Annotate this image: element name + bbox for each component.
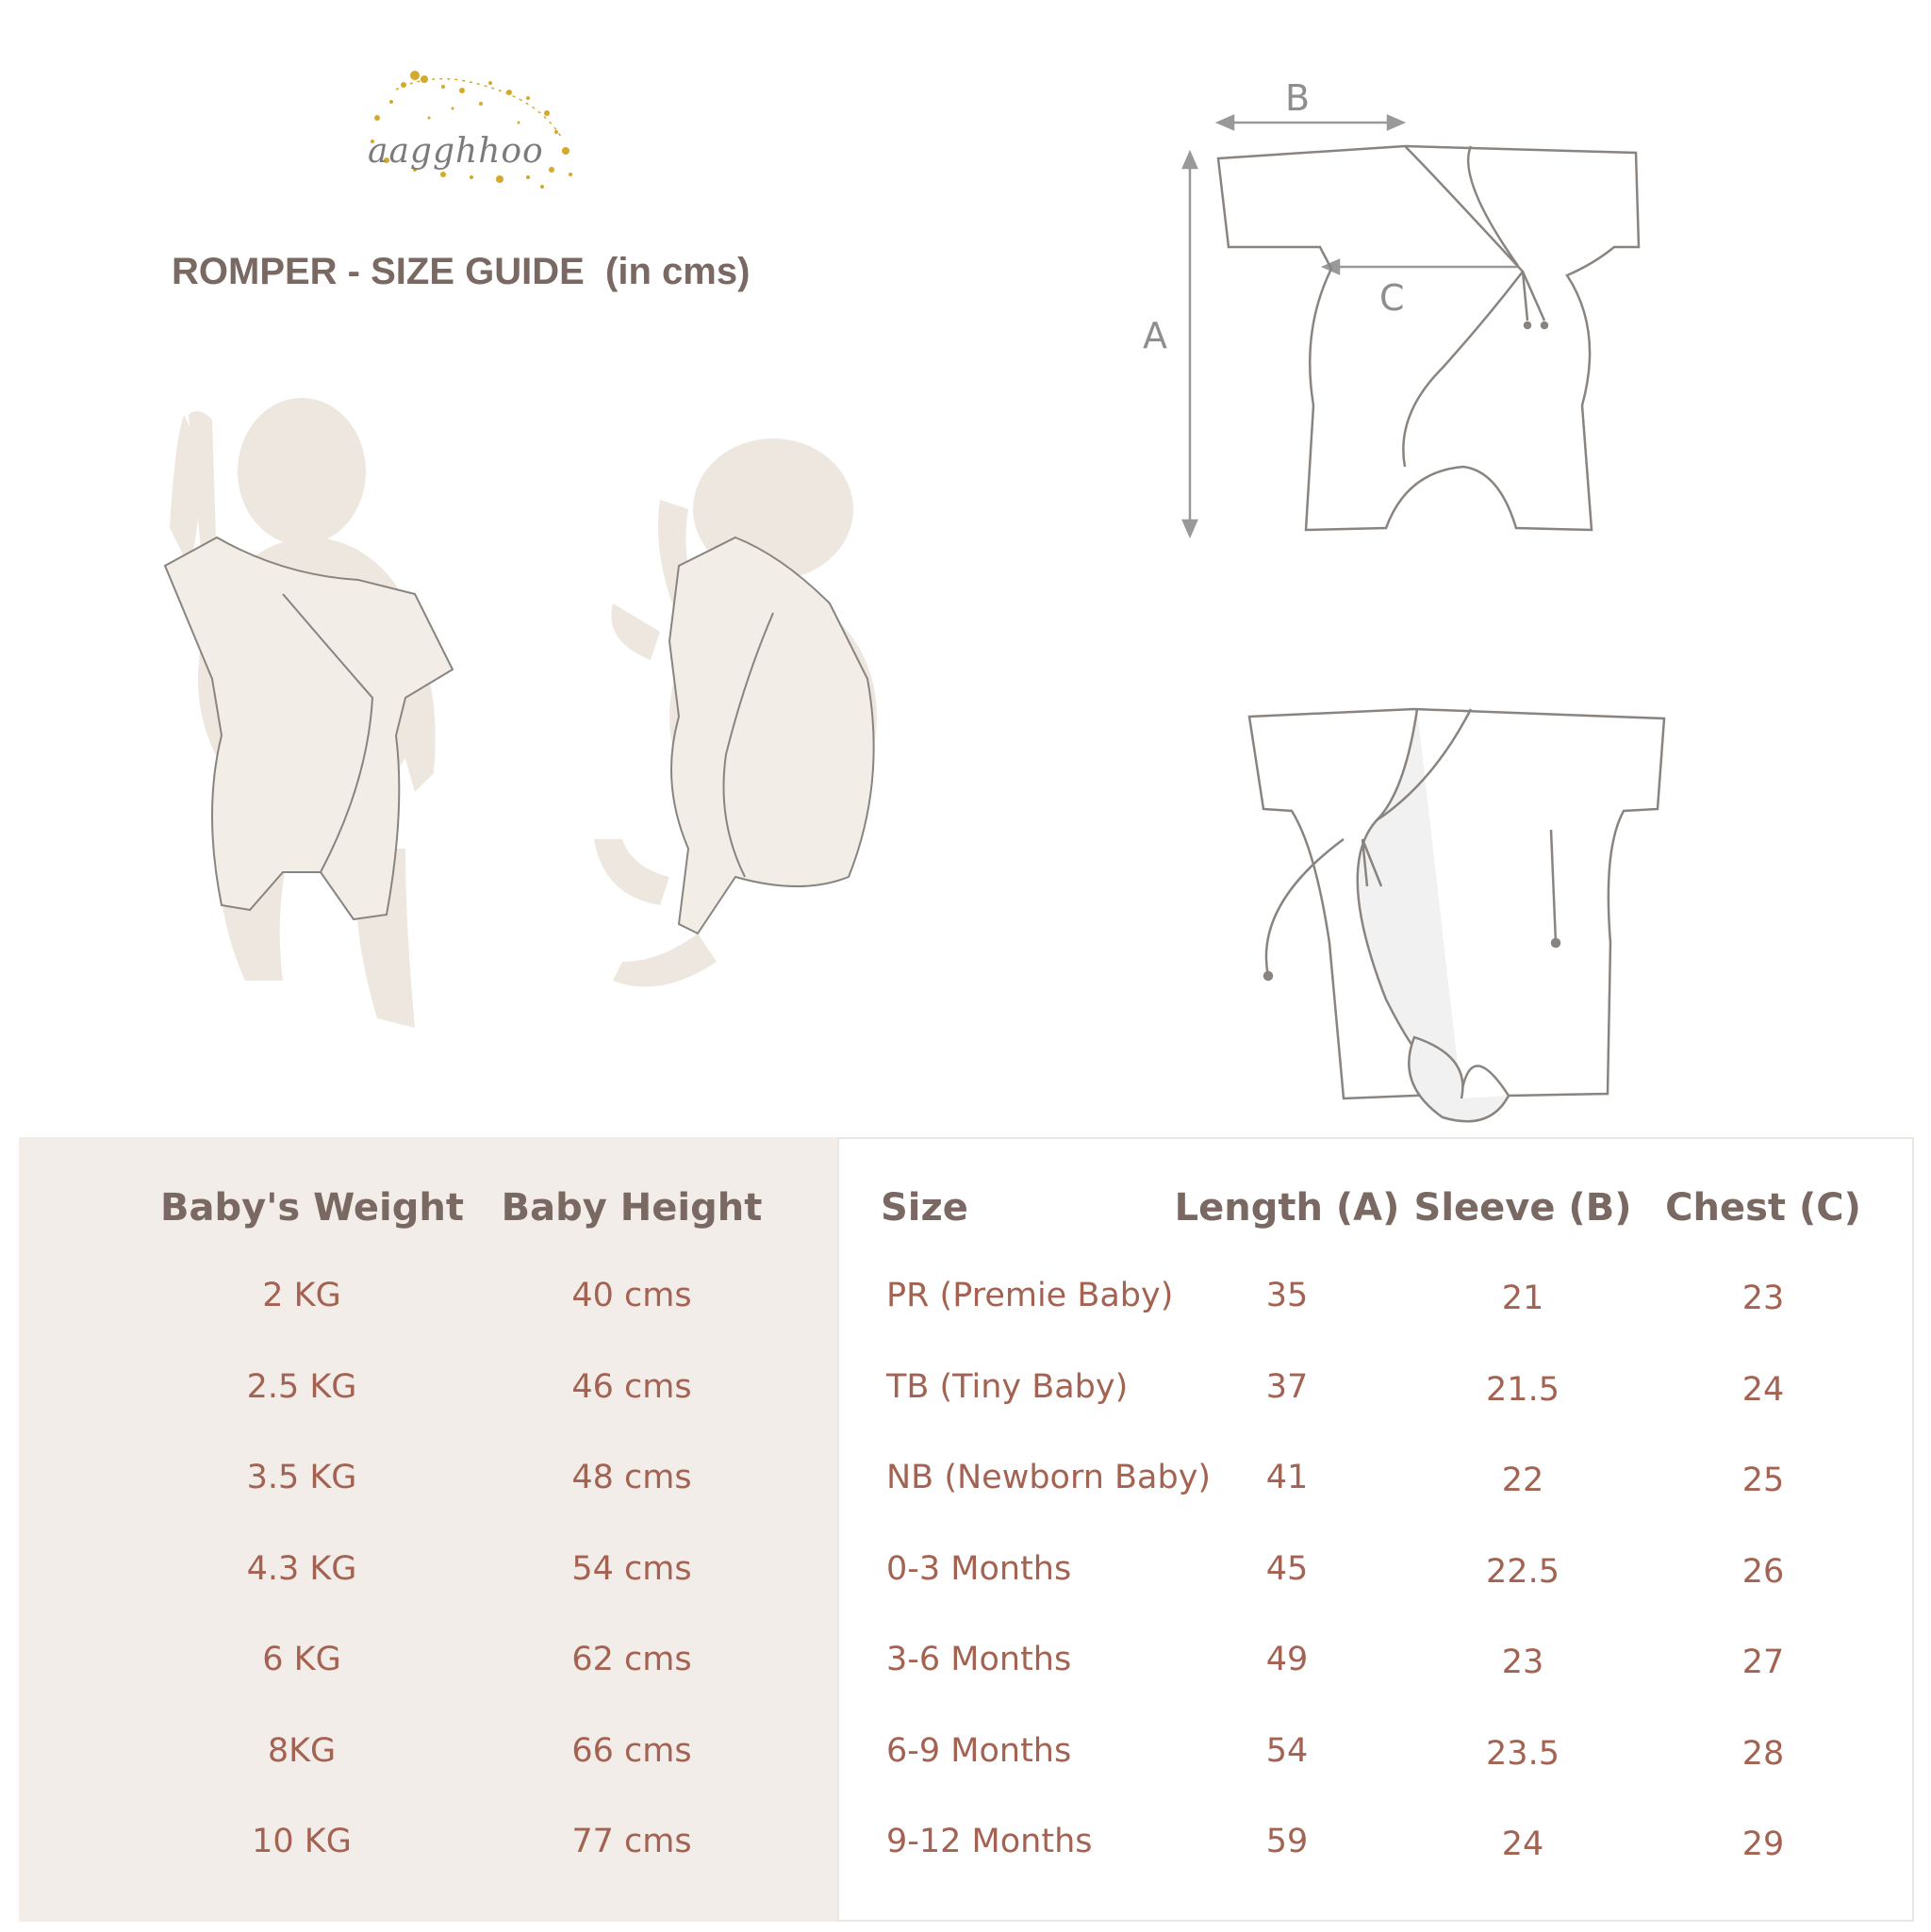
table-cell-size: NB (Newborn Baby) — [886, 1459, 1212, 1496]
page-title: ROMPER - SIZE GUIDE (in cms) — [172, 251, 751, 292]
table-cell-weight: 8KG — [267, 1731, 337, 1770]
table-cell-size: 3-6 Months — [886, 1641, 1072, 1678]
dimension-a-label: A — [1143, 315, 1167, 356]
table-cell-height: 54 cms — [571, 1549, 692, 1588]
baby-measurements-panel — [19, 1137, 837, 1922]
table-cell-chest: 29 — [1741, 1825, 1785, 1863]
table-cell-weight: 6 KG — [262, 1641, 341, 1678]
table-cell-chest: 24 — [1741, 1370, 1785, 1409]
table-cell-weight: 2.5 KG — [246, 1367, 357, 1406]
table-cell-weight: 3.5 KG — [246, 1459, 357, 1496]
table-cell-sleeve: 21 — [1501, 1280, 1544, 1317]
table-cell-height: 48 cms — [571, 1459, 692, 1496]
table-cell-chest: 26 — [1741, 1552, 1785, 1591]
table-cell-sleeve: 24 — [1501, 1825, 1544, 1863]
table-cell-height: 66 cms — [571, 1731, 692, 1770]
table-cell-chest: 23 — [1741, 1280, 1785, 1317]
table-cell-height: 40 cms — [571, 1277, 692, 1314]
table-cell-sleeve: 22.5 — [1486, 1552, 1560, 1591]
dimension-c-label: C — [1379, 277, 1405, 319]
table-cell-size: PR (Premie Baby) — [886, 1277, 1174, 1314]
table-cell-length: 59 — [1265, 1823, 1309, 1860]
table-cell-length: 41 — [1265, 1459, 1309, 1496]
romper-flat-open — [1249, 709, 1664, 1121]
table-cell-length: 49 — [1265, 1641, 1309, 1678]
table-cell-height: 62 cms — [571, 1641, 692, 1678]
garment-measurements-panel — [837, 1137, 1914, 1922]
table-cell-length: 45 — [1265, 1549, 1309, 1588]
header-sleeve: Sleeve (B) — [1413, 1186, 1632, 1230]
brand-logo-text: aagghhoo — [368, 132, 544, 171]
header-height: Baby Height — [501, 1186, 763, 1230]
table-cell-chest: 28 — [1741, 1734, 1785, 1773]
romper-flat-front — [1218, 146, 1639, 530]
measurement-guides — [1183, 116, 1518, 536]
table-cell-length: 54 — [1265, 1731, 1309, 1770]
table-cell-height: 77 cms — [571, 1823, 692, 1860]
header-chest: Chest (C) — [1665, 1186, 1861, 1230]
table-cell-weight: 2 KG — [262, 1277, 341, 1314]
table-cell-sleeve: 21.5 — [1486, 1370, 1560, 1409]
table-cell-size: 6-9 Months — [886, 1731, 1072, 1770]
header-size: Size — [881, 1186, 968, 1230]
romper-on-baby-side — [669, 537, 874, 933]
table-cell-size: 9-12 Months — [886, 1823, 1093, 1860]
size-table — [19, 1137, 1914, 1922]
table-cell-height: 46 cms — [571, 1367, 692, 1406]
table-cell-size: 0-3 Months — [886, 1549, 1072, 1588]
table-cell-length: 35 — [1265, 1277, 1309, 1314]
table-cell-length: 37 — [1265, 1367, 1309, 1406]
table-cell-sleeve: 23 — [1501, 1643, 1544, 1681]
table-cell-sleeve: 23.5 — [1486, 1734, 1560, 1773]
table-cell-weight: 4.3 KG — [246, 1549, 357, 1588]
table-cell-weight: 10 KG — [252, 1823, 352, 1860]
header-length: Length (A) — [1174, 1186, 1400, 1230]
dimension-b-label: B — [1285, 77, 1311, 119]
table-cell-size: TB (Tiny Baby) — [886, 1367, 1129, 1406]
header-weight: Baby's Weight — [160, 1186, 464, 1230]
table-cell-sleeve: 22 — [1501, 1461, 1544, 1499]
table-cell-chest: 25 — [1741, 1461, 1785, 1499]
table-cell-chest: 27 — [1741, 1643, 1785, 1681]
